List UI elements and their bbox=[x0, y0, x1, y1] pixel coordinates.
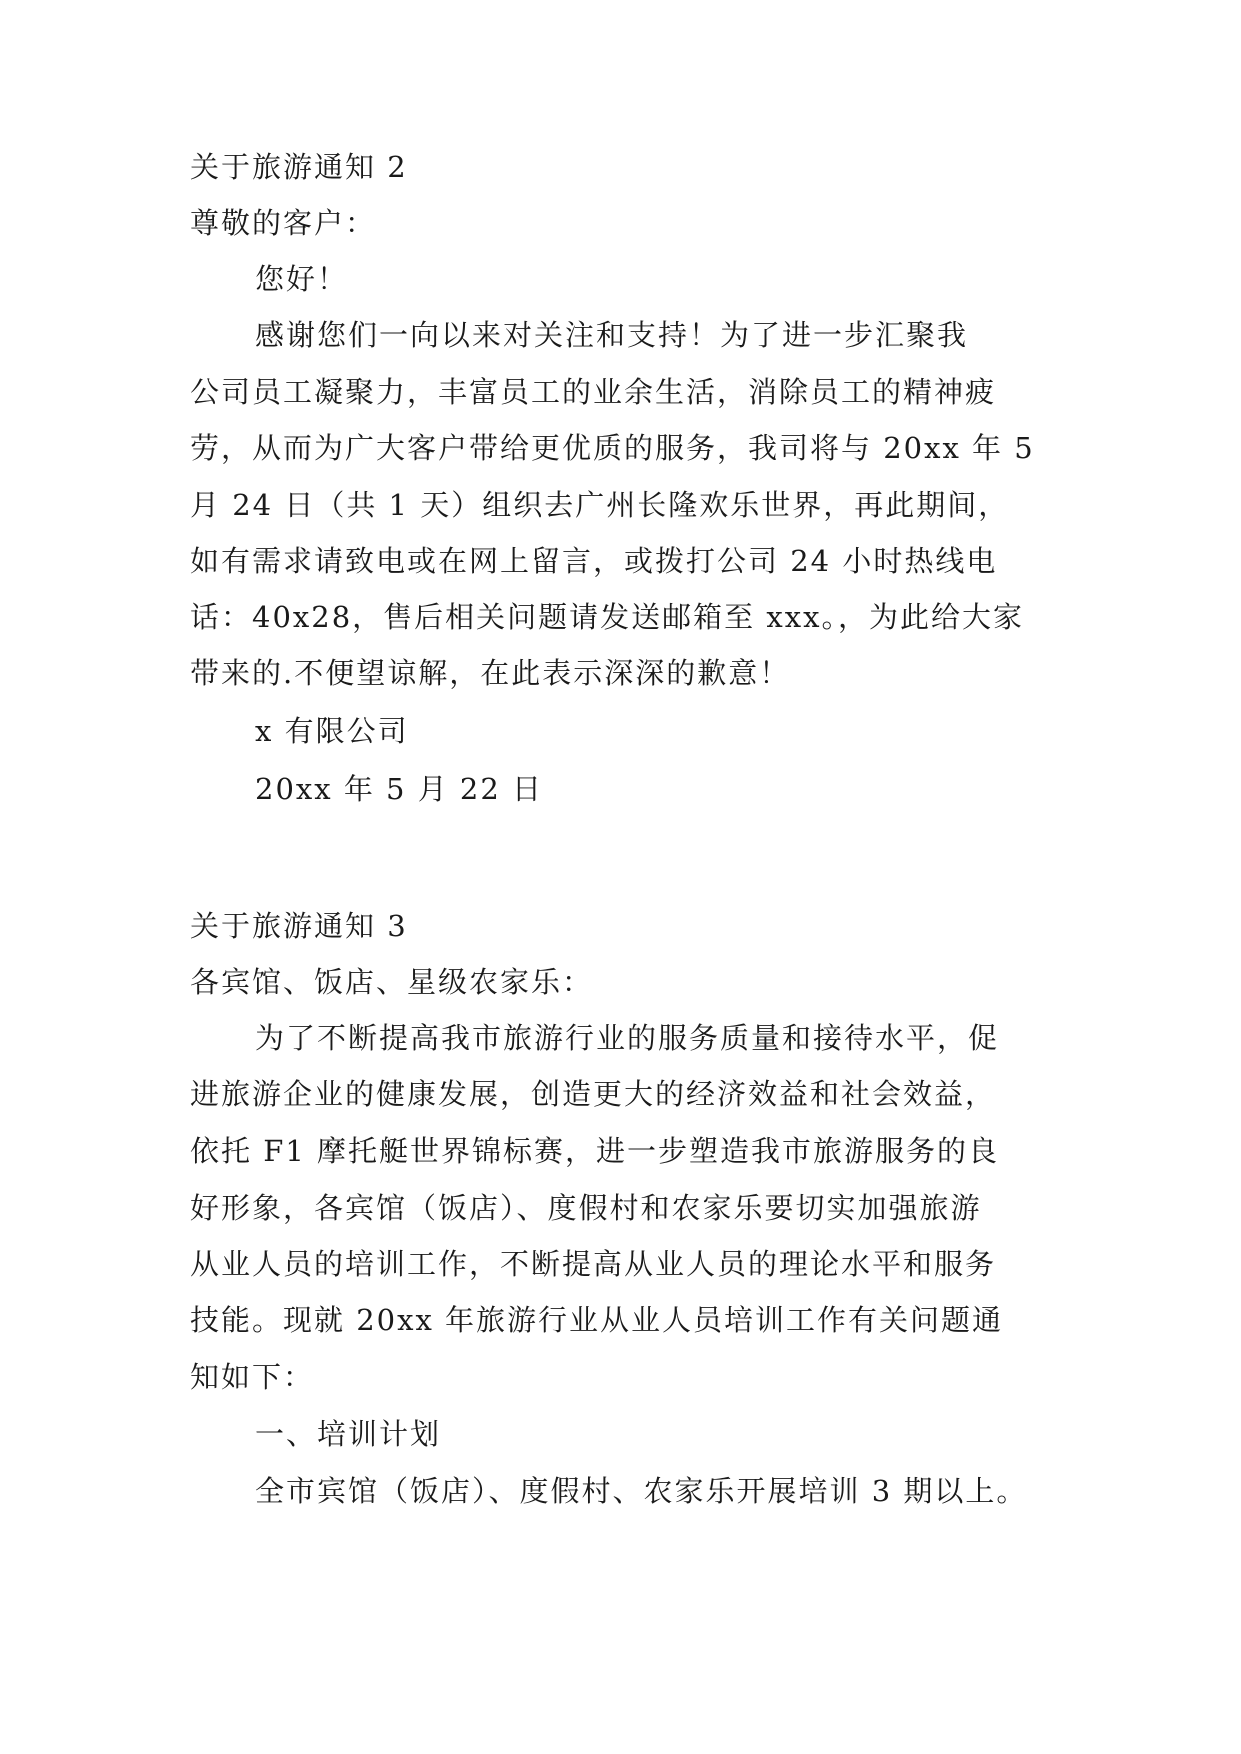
notice2-body-line: 感谢您们一向以来对关注和支持！为了进一步汇聚我 bbox=[255, 318, 969, 352]
notice2-date: 20xx 年 5 月 22 日 bbox=[255, 772, 544, 806]
notice2-body-line: 话：40x28，售后相关问题请发送邮箱至 xxx。，为此给大家 bbox=[190, 600, 1024, 634]
notice3-section-text: 全市宾馆（饭店）、度假村、农家乐开展培训 3 期以上。 bbox=[255, 1474, 1028, 1508]
notice2-body-line: 如有需求请致电或在网上留言，或拨打公司 24 小时热线电 bbox=[190, 544, 998, 578]
notice2-salutation: 尊敬的客户： bbox=[190, 206, 377, 240]
notice2-title: 关于旅游通知 2 bbox=[190, 150, 408, 184]
notice2-body-line: 带来的.不便望谅解，在此表示深深的歉意！ bbox=[190, 656, 791, 690]
notice3-title: 关于旅游通知 3 bbox=[190, 909, 408, 943]
notice3-body-line: 从业人员的培训工作，不断提高从业人员的理论水平和服务 bbox=[190, 1247, 997, 1281]
notice3-body-line: 知如下： bbox=[190, 1360, 315, 1394]
notice3-body-line: 进旅游企业的健康发展，创造更大的经济效益和社会效益， bbox=[190, 1077, 997, 1111]
notice2-body-line: 月 24 日（共 1 天）组织去广州长隆欢乐世界，再此期间， bbox=[190, 488, 1010, 522]
notice3-body-line: 好形象，各宾馆（饭店）、度假村和农家乐要切实加强旅游 bbox=[190, 1191, 982, 1225]
notice2-greeting: 您好！ bbox=[255, 262, 349, 296]
notice3-salutation: 各宾馆、饭店、星级农家乐： bbox=[190, 965, 594, 999]
notice2-body-line: 公司员工凝聚力，丰富员工的业余生活，消除员工的精神疲 bbox=[190, 375, 997, 409]
notice2-signature: x 有限公司 bbox=[255, 714, 409, 748]
notice3-body-line: 依托 F1 摩托艇世界锦标赛，进一步塑造我市旅游服务的良 bbox=[190, 1134, 1000, 1168]
notice2-body-line: 劳，从而为广大客户带给更优质的服务，我司将与 20xx 年 5 bbox=[190, 431, 1035, 465]
notice3-body-line: 为了不断提高我市旅游行业的服务质量和接待水平，促 bbox=[255, 1021, 1000, 1055]
notice3-body-line: 技能。现就 20xx 年旅游行业从业人员培训工作有关问题通 bbox=[190, 1303, 1004, 1337]
notice3-section-heading: 一、培训计划 bbox=[255, 1417, 442, 1451]
